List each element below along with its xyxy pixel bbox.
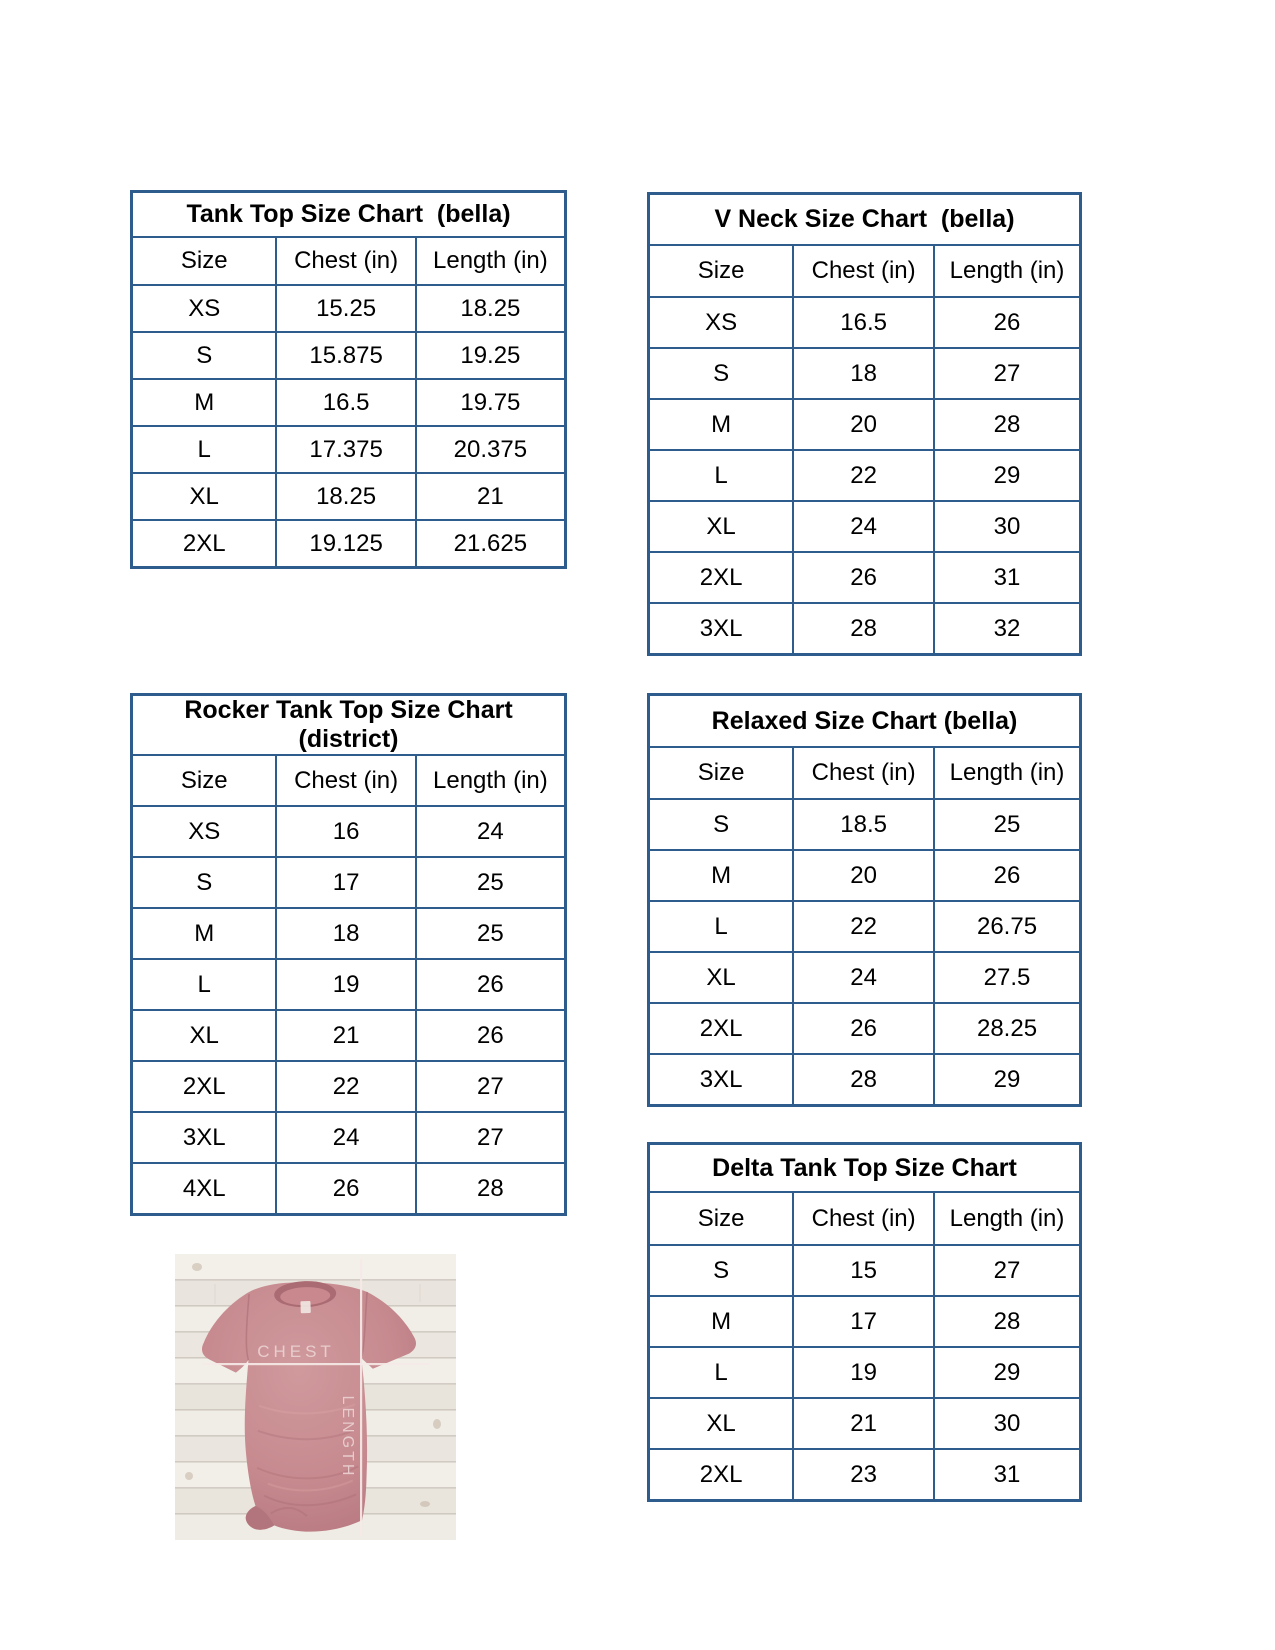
table-row	[649, 399, 1081, 450]
table-cell: 27	[416, 1061, 566, 1112]
table-cell: S	[649, 348, 794, 399]
table-body	[649, 799, 1081, 1106]
table-cell: 20.375	[416, 426, 566, 473]
table-header-row	[649, 1192, 1081, 1245]
table-cell: L	[649, 901, 794, 952]
table-cell: 25	[416, 908, 566, 959]
table-cell: L	[649, 1347, 794, 1398]
table-row	[132, 1061, 566, 1112]
relaxed-size-table	[647, 693, 1082, 1107]
table-cell: 2XL	[132, 1061, 277, 1112]
table-row	[132, 520, 566, 568]
column-header-chest: Chest (in)	[793, 747, 934, 799]
table-row	[649, 1398, 1081, 1449]
table-cell: 27	[416, 1112, 566, 1163]
table-cell: S	[649, 1245, 794, 1296]
table-title-row	[649, 1144, 1081, 1193]
table-cell: 26.75	[934, 901, 1080, 952]
length-measure-line	[360, 1259, 362, 1536]
table-cell: 21	[416, 473, 566, 520]
column-header-length: Length (in)	[934, 245, 1080, 297]
table-title-row	[132, 695, 566, 756]
table-body	[132, 806, 566, 1215]
column-header-size: Size	[132, 755, 277, 806]
column-header-size: Size	[649, 1192, 794, 1245]
table-cell: 19	[276, 959, 415, 1010]
table-title: Tank Top Size Chart (bella)	[132, 192, 566, 238]
table-cell: XS	[649, 297, 794, 348]
column-header-chest: Chest (in)	[276, 755, 415, 806]
table-cell: 18	[276, 908, 415, 959]
table-row	[649, 348, 1081, 399]
table-row	[649, 1449, 1081, 1501]
table-row	[132, 806, 566, 857]
table-body	[649, 297, 1081, 655]
table-cell: 30	[934, 1398, 1080, 1449]
table-title: Relaxed Size Chart (bella)	[649, 695, 1081, 748]
tank-top-size-table	[130, 190, 567, 569]
table-cell: 3XL	[649, 603, 794, 655]
table-cell: 18.25	[416, 285, 566, 332]
table-cell: 32	[934, 603, 1080, 655]
table-cell: S	[649, 799, 794, 850]
rocker-tank-size-table	[130, 693, 567, 1216]
table-cell: 2XL	[649, 552, 794, 603]
length-label: LENGTH	[339, 1395, 356, 1479]
table-cell: 24	[793, 952, 934, 1003]
table-cell: M	[649, 850, 794, 901]
table-cell: XL	[132, 1010, 277, 1061]
table-cell: 27.5	[934, 952, 1080, 1003]
table-cell: XS	[132, 285, 277, 332]
table-cell: 20	[793, 399, 934, 450]
table-row	[649, 1003, 1081, 1054]
delta-tank-size-table	[647, 1142, 1082, 1502]
table-header-row	[649, 245, 1081, 297]
table-cell: 27	[934, 348, 1080, 399]
table-row	[132, 1112, 566, 1163]
table-cell: 16	[276, 806, 415, 857]
table-header-row	[132, 237, 566, 285]
table-cell: L	[649, 450, 794, 501]
table-row	[649, 450, 1081, 501]
table-cell: 28	[416, 1163, 566, 1215]
table-cell: 31	[934, 552, 1080, 603]
table-cell: 28.25	[934, 1003, 1080, 1054]
table-cell: 22	[793, 901, 934, 952]
table-cell: 28	[934, 1296, 1080, 1347]
table-cell: L	[132, 426, 277, 473]
size-table	[130, 693, 567, 1216]
table-cell: M	[132, 379, 277, 426]
table-cell: L	[132, 959, 277, 1010]
table-cell: XS	[132, 806, 277, 857]
table-cell: S	[132, 857, 277, 908]
table-cell: 15	[793, 1245, 934, 1296]
table-cell: 29	[934, 1347, 1080, 1398]
column-header-chest: Chest (in)	[793, 1192, 934, 1245]
table-cell: 22	[793, 450, 934, 501]
table-cell: 26	[934, 297, 1080, 348]
table-row	[649, 552, 1081, 603]
table-cell: 26	[934, 850, 1080, 901]
table-cell: 19.75	[416, 379, 566, 426]
table-title-row	[132, 192, 566, 238]
column-header-size: Size	[132, 237, 277, 285]
table-cell: M	[649, 1296, 794, 1347]
column-header-size: Size	[649, 245, 794, 297]
table-cell: 4XL	[132, 1163, 277, 1215]
size-table	[130, 190, 567, 569]
column-header-chest: Chest (in)	[793, 245, 934, 297]
table-cell: 21	[793, 1398, 934, 1449]
table-cell: 31	[934, 1449, 1080, 1501]
table-title: V Neck Size Chart (bella)	[649, 194, 1081, 246]
table-cell: XL	[132, 473, 277, 520]
table-row	[132, 1163, 566, 1215]
table-row	[649, 603, 1081, 655]
tshirt-measurement-photo	[175, 1254, 456, 1540]
table-cell: M	[132, 908, 277, 959]
table-cell: 26	[276, 1163, 415, 1215]
table-row	[132, 379, 566, 426]
chest-label: CHEST	[257, 1342, 335, 1361]
table-cell: 26	[416, 959, 566, 1010]
table-row	[649, 1296, 1081, 1347]
table-cell: 23	[793, 1449, 934, 1501]
table-title-row	[649, 194, 1081, 246]
table-cell: 30	[934, 501, 1080, 552]
table-cell: 19.25	[416, 332, 566, 379]
size-table	[647, 1142, 1082, 1502]
table-cell: 26	[416, 1010, 566, 1061]
table-cell: 2XL	[649, 1449, 794, 1501]
table-title: Rocker Tank Top Size Chart (district)	[132, 695, 566, 756]
table-cell: 27	[934, 1245, 1080, 1296]
table-cell: 28	[793, 1054, 934, 1106]
table-cell: 15.25	[276, 285, 415, 332]
table-row	[132, 908, 566, 959]
column-header-length: Length (in)	[416, 237, 566, 285]
table-cell: 17	[793, 1296, 934, 1347]
table-cell: 28	[934, 399, 1080, 450]
size-table	[647, 192, 1082, 656]
table-cell: 15.875	[276, 332, 415, 379]
table-cell: 25	[934, 799, 1080, 850]
table-row	[649, 901, 1081, 952]
table-row	[649, 952, 1081, 1003]
table-cell: 18.25	[276, 473, 415, 520]
table-cell: M	[649, 399, 794, 450]
table-cell: 17	[276, 857, 415, 908]
table-cell: XL	[649, 952, 794, 1003]
column-header-chest: Chest (in)	[276, 237, 415, 285]
table-cell: 19	[793, 1347, 934, 1398]
table-row	[132, 285, 566, 332]
table-cell: 17.375	[276, 426, 415, 473]
table-body	[132, 285, 566, 568]
table-cell: XL	[649, 1398, 794, 1449]
table-cell: 29	[934, 1054, 1080, 1106]
table-cell: 25	[416, 857, 566, 908]
table-cell: 26	[793, 1003, 934, 1054]
table-cell: 21	[276, 1010, 415, 1061]
table-cell: 21.625	[416, 520, 566, 568]
column-header-length: Length (in)	[934, 1192, 1080, 1245]
table-row	[649, 1245, 1081, 1296]
table-row	[132, 332, 566, 379]
table-title-row	[649, 695, 1081, 748]
table-row	[132, 1010, 566, 1061]
table-cell: 24	[276, 1112, 415, 1163]
v-neck-size-table	[647, 192, 1082, 656]
table-cell: S	[132, 332, 277, 379]
table-cell: 2XL	[649, 1003, 794, 1054]
table-cell: 2XL	[132, 520, 277, 568]
column-header-size: Size	[649, 747, 794, 799]
column-header-length: Length (in)	[416, 755, 566, 806]
table-row	[649, 799, 1081, 850]
table-cell: 3XL	[132, 1112, 277, 1163]
table-cell: XL	[649, 501, 794, 552]
table-cell: 22	[276, 1061, 415, 1112]
table-cell: 24	[793, 501, 934, 552]
column-header-length: Length (in)	[934, 747, 1080, 799]
table-header-row	[649, 747, 1081, 799]
table-cell: 28	[793, 603, 934, 655]
table-row	[132, 857, 566, 908]
table-body	[649, 1245, 1081, 1501]
table-row	[649, 1347, 1081, 1398]
table-cell: 29	[934, 450, 1080, 501]
table-cell: 18	[793, 348, 934, 399]
table-cell: 18.5	[793, 799, 934, 850]
table-header-row	[132, 755, 566, 806]
size-table	[647, 693, 1082, 1107]
table-cell: 16.5	[276, 379, 415, 426]
table-row	[649, 297, 1081, 348]
table-row	[132, 959, 566, 1010]
table-cell: 3XL	[649, 1054, 794, 1106]
table-row	[649, 501, 1081, 552]
table-cell: 20	[793, 850, 934, 901]
table-cell: 26	[793, 552, 934, 603]
table-cell: 24	[416, 806, 566, 857]
table-cell: 19.125	[276, 520, 415, 568]
table-row	[132, 426, 566, 473]
table-row	[649, 1054, 1081, 1106]
table-row	[132, 473, 566, 520]
neck-tag	[300, 1301, 310, 1313]
table-cell: 16.5	[793, 297, 934, 348]
table-title: Delta Tank Top Size Chart	[649, 1144, 1081, 1193]
chest-measure-line	[203, 1363, 429, 1365]
table-row	[649, 850, 1081, 901]
